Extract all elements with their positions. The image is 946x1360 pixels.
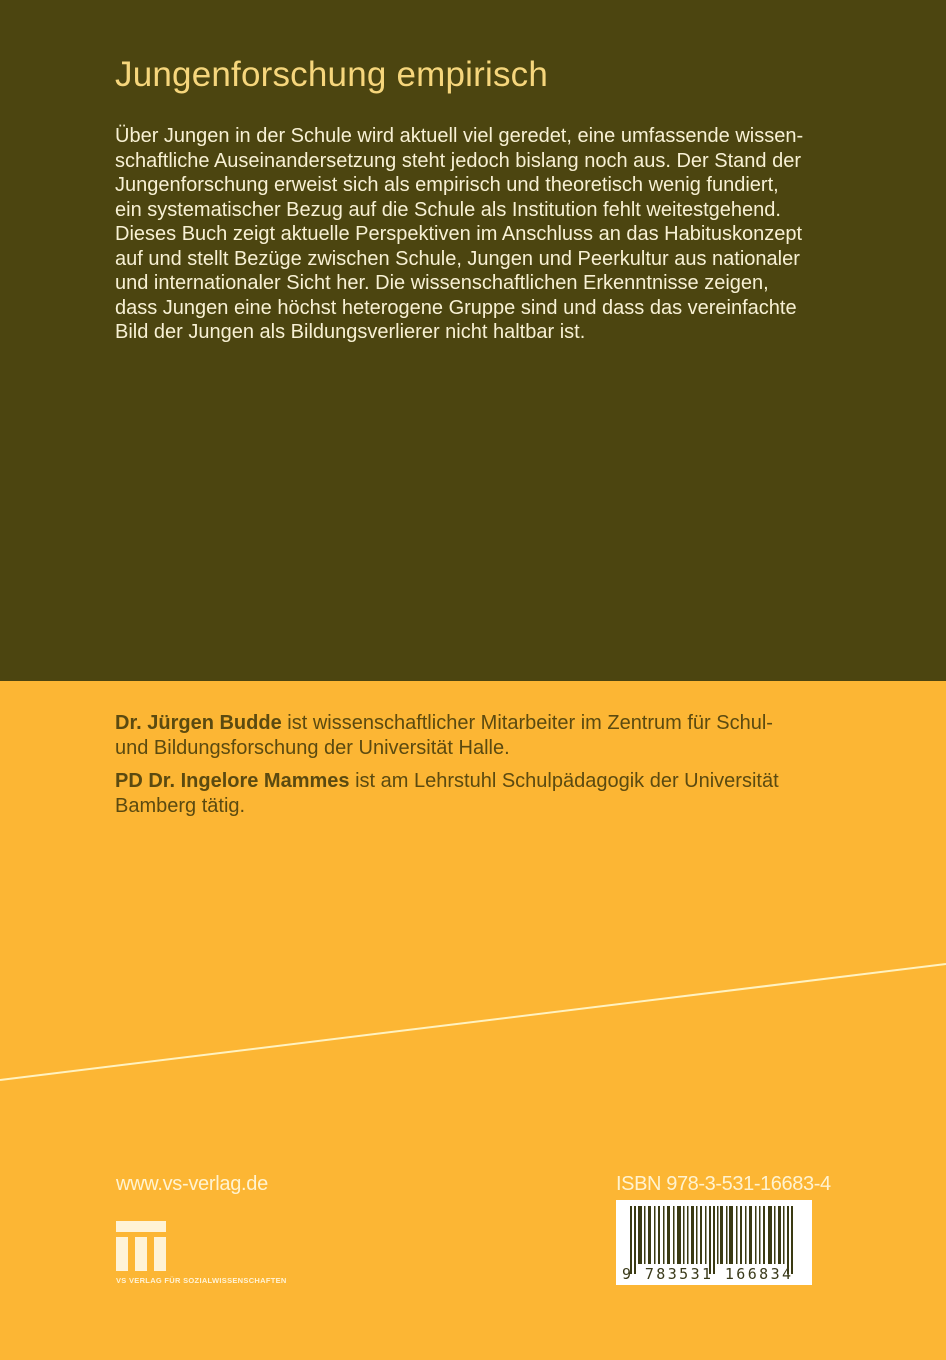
vs-verlag-logo-icon [116,1221,166,1271]
description-line: Jungenforschung erweist sich als empirisch und theoretisch wenig fundiert, [115,174,779,196]
description-line: Dieses Buch zeigt aktuelle Perspektiven im Anschluss an das Habituskonzept [115,223,803,245]
publisher-website-link[interactable]: www.vs-verlag.de [116,1173,268,1195]
description-line: schaftliche Auseinandersetzung steht jedoch bislang noch aus. Der Stand der [115,149,801,172]
author-bio-text: ist wissenschaftlicher Mitarbeiter im Zentrum für Schul- [281,712,773,734]
isbn-label: ISBN 978-3-531-16683-4 [616,1173,831,1195]
description-line: und internationaler Sicht her. Die wissenschaftlichen Erkenntnisse zeigen, [115,272,769,294]
author-bio-text: und Bildungsforschung der Universität Halle. [115,737,510,759]
book-title: Jungenforschung empirisch [115,55,549,94]
description-line: ein systematischer Bezug auf die Schule als Institution fehlt weitestgehend. [115,198,781,221]
barcode-digits: 9 783531 166834 [622,1265,794,1283]
author-bio-text: Bamberg tätig. [115,795,246,817]
ean-barcode-icon [616,1200,812,1285]
description-line: dass Jungen eine höchst heterogene Gruppe sind und dass das vereinfachte [115,296,797,319]
author-name: PD Dr. Ingelore Mammes [115,770,350,792]
description-line: Über Jungen in der Schule wird aktuell viel geredet, eine umfassende wissen- [115,125,804,147]
author-bio-text: ist am Lehrstuhl Schulpädagogik der Universität [349,770,779,792]
description-line: Bild der Jungen als Bildungsverlierer nicht haltbar ist. [115,321,586,343]
publisher-name: VS VERLAG FÜR SOZIALWISSENSCHAFTEN [116,1276,287,1285]
author-name: Dr. Jürgen Budde [115,712,282,734]
description-line: auf und stellt Bezüge zwischen Schule, Jungen und Peerkultur aus nationaler [115,247,800,270]
